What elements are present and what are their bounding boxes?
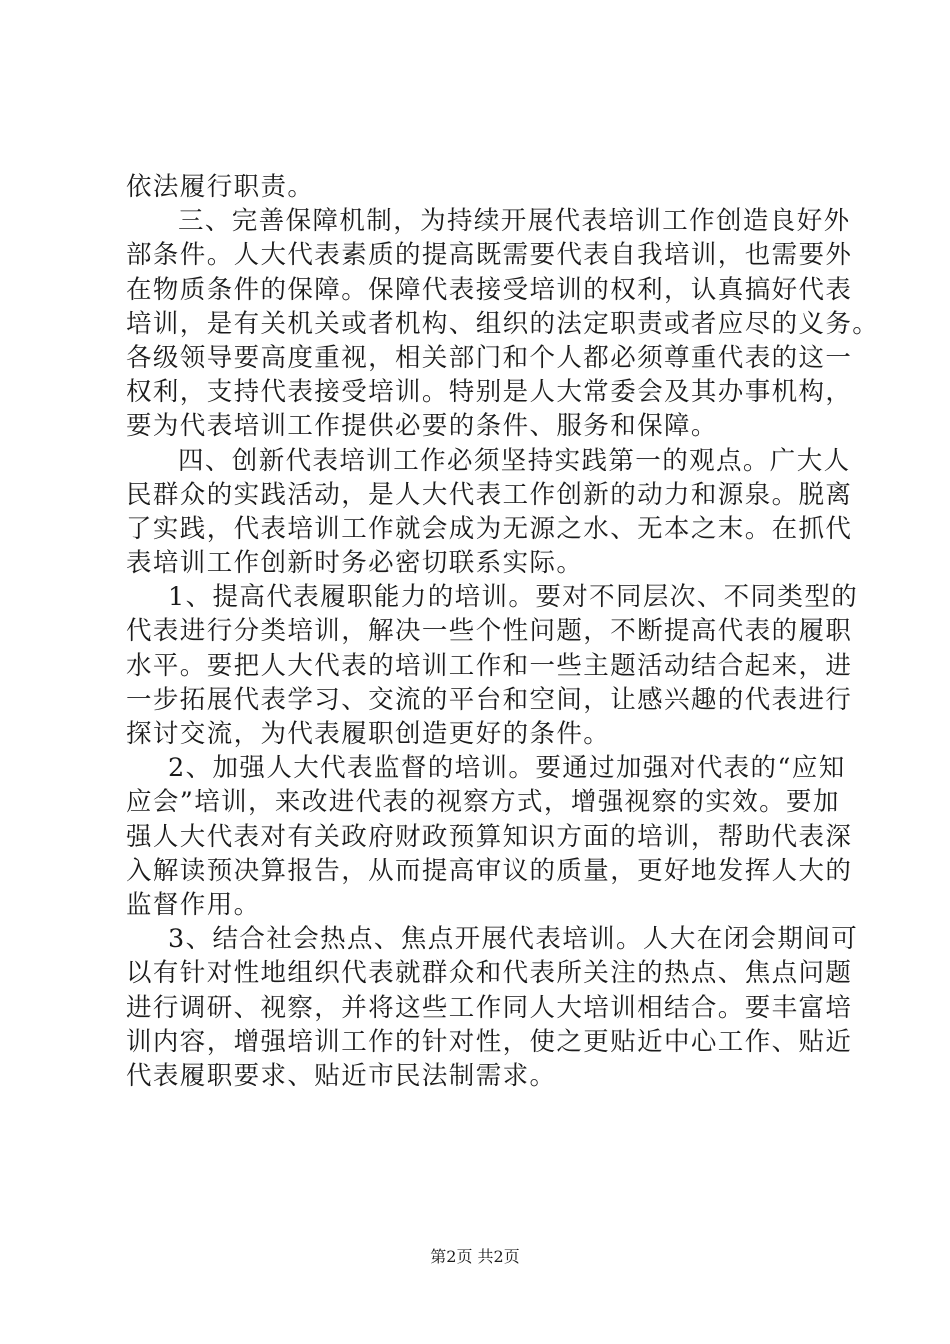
item-1-line: 水平。要把人大代表的培训工作和一些主题活动结合起来，进 [126,650,853,681]
paragraph-3-line: 权利，支持代表接受培训。特别是人大常委会及其办事机构， [126,377,853,408]
item-3-line: 3、结合社会热点、焦点开展代表培训。人大在闭会期间可 [168,924,859,955]
item-3-line: 训内容，增强培训工作的针对性，使之更贴近中心工作、贴近 [126,1026,853,1057]
paragraph-4-line: 民群众的实践活动，是人大代表工作创新的动力和源泉。脱离 [126,479,853,510]
paragraph-3-line: 三、完善保障机制，为持续开展代表培训工作创造良好外 [178,206,851,237]
paragraph-3-line: 培训，是有关机关或者机构、组织的法定职责或者应尽的义务。 [126,308,880,339]
item-2-line: 监督作用。 [126,889,261,920]
paragraph-3-line: 要为代表培训工作提供必要的条件、服务和保障。 [126,411,718,442]
page-number-footer: 第2页 共2页 [430,1247,520,1266]
document-body [126,170,880,1093]
item-2-line: 应会”培训，来改进代表的视察方式，增强视察的实效。要加 [126,787,840,818]
item-1-line: 1、提高代表履职能力的培训。要对不同层次、不同类型的 [168,582,859,613]
paragraph-3-line: 各级领导要高度重视，相关部门和个人都必须尊重代表的这一 [126,342,853,373]
paragraph-4-line: 四、创新代表培训工作必须坚持实践第一的观点。广大人 [178,445,851,476]
paragraph-3-line: 部条件。人大代表素质的提高既需要代表自我培训，也需要外 [126,240,853,271]
item-1-line: 探讨交流，为代表履职创造更好的条件。 [126,719,611,749]
text-line: 依法履行职责。 [126,172,315,202]
item-1-line: 代表进行分类培训，解决一些个性问题，不断提高代表的履职 [126,616,853,647]
item-2-line: 入解读预决算报告，从而提高审议的质量，更好地发挥人大的 [126,855,853,886]
paragraph-3-line: 在物质条件的保障。保障代表接受培训的权利，认真搞好代表 [126,274,853,305]
item-2-line: 强人大代表对有关政府财政预算知识方面的培训，帮助代表深 [126,821,853,852]
item-3-line: 进行调研、视察，并将这些工作同人大培训相结合。要丰富培 [126,992,853,1023]
item-3-line: 以有针对性地组织代表就群众和代表所关注的热点、焦点问题 [126,958,853,989]
paragraph-4-line: 表培训工作创新时务必密切联系实际。 [126,548,584,579]
item-3-line: 代表履职要求、贴近市民法制需求。 [126,1060,557,1091]
item-2-line: 2、加强人大代表监督的培训。要通过加强对代表的“应知 [168,753,846,784]
item-1-line: 一步拓展代表学习、交流的平台和空间，让感兴趣的代表进行 [126,684,853,715]
paragraph-4-line: 了实践，代表培训工作就会成为无源之水、无本之末。在抓代 [126,513,853,544]
